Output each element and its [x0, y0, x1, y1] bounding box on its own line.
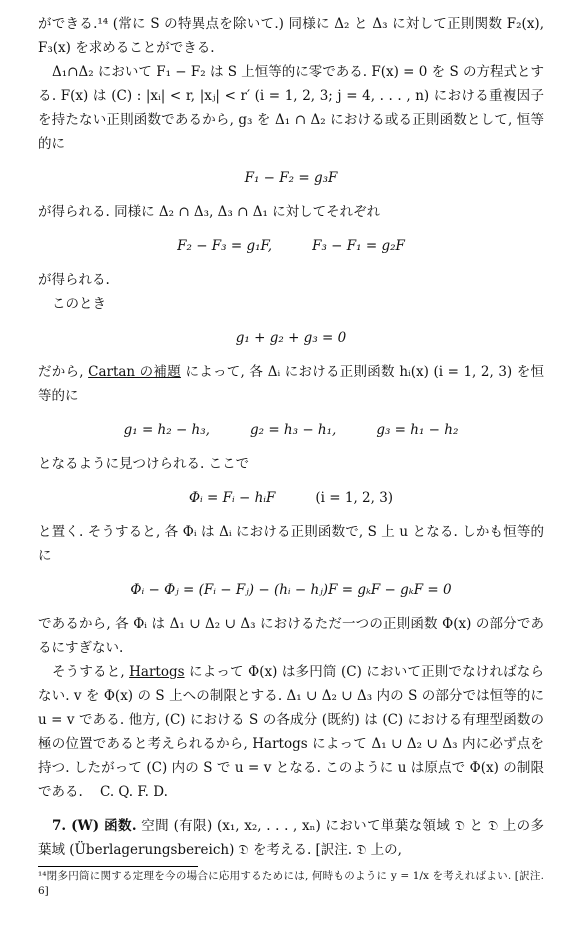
paragraph-6-pre: だから, — [38, 364, 89, 380]
qed-mark: C. Q. F. D. — [99, 784, 168, 800]
paragraph-10-post: によって Φ(x) は多円筒 (C) において正則でなければならない. v を Φ(x) の S 上への制限とする. Δ₁ ∪ Δ₂ ∪ Δ₃ 内の S の部分では恒等的に u = v である. 他方, (C) における S の各成分 (既約) は (C) における有理型函数の極の位置であると考えられるから, Hartogs によって Δ₁ ∪ Δ₂ ∪ Δ₃ 内に必ず点を持つ. したがって (C) 内の S で u = v となる. このように u は原点で Φ(x) の制限である. — [38, 664, 544, 800]
equation-6: Φᵢ − Φⱼ = (Fᵢ − Fⱼ) − (hᵢ − hⱼ)F = gₖF − gₖF = 0 — [130, 582, 452, 598]
equation-5b: (i = 1, 2, 3) — [315, 490, 394, 506]
paragraph-7: となるように見つけられる. ここで — [38, 456, 250, 472]
paragraph-3: が得られる. 同様に Δ₂ ∩ Δ₃, Δ₃ ∩ Δ₁ に対してそれぞれ — [38, 204, 381, 220]
paragraph-4: が得られる. — [38, 272, 110, 288]
equation-2a: F₂ − F₃ = g₁F, — [177, 238, 273, 254]
equation-4a: g₁ = h₂ − h₃, — [123, 422, 210, 438]
paragraph-8: と置く. そうすると, 各 Φᵢ は Δᵢ における正則函数で, S 上 u となる. しかも恒等的に — [38, 524, 544, 564]
paragraph-9: であるから, 各 Φᵢ は Δ₁ ∪ Δ₂ ∪ Δ₃ におけるただ一つの正則函数 Φ(x) の部分であるにすぎない. — [38, 616, 544, 656]
equation-3: g₁ + g₂ + g₃ = 0 — [235, 330, 347, 346]
section-7-body: 空間 (有限) (x₁, x₂, . . . , xₙ) において単葉な領域 𝔇 と 𝔇 上の多葉域 (Überlagerungsbereich) 𝔇 を考える. [訳注. 𝔇 上の, — [38, 818, 544, 858]
equation-5 — [38, 486, 544, 510]
paragraph-6 — [38, 360, 544, 408]
paragraph-2: Δ₁∩Δ₂ において F₁ − F₂ は S 上恒等的に零である. F(x) = 0 を S の方程式とする. F(x) は (C) : |xᵢ| < r, |xⱼ| < r′ (i = 1, 2, 3; j = 4, . . . , n) における重複因子を持たない正則函数であるから, g₃ を Δ₁ ∩ Δ₂ における或る正則函数として, 恒等的に — [38, 64, 544, 152]
equation-2b: F₃ − F₁ = g₂F — [312, 238, 405, 254]
paragraph-6-post: によって, 各 Δᵢ における正則函数 hᵢ(x) (i = 1, 2, 3) を恒等的に — [38, 364, 544, 404]
footnote-14: ¹⁴閉多円筒に関する定理を今の場合に応用するためには, 何時ものように y = 1/x を考えればよい. [訳注. 6] — [38, 870, 544, 897]
equation-2 — [38, 234, 544, 258]
paragraph-10 — [38, 660, 544, 804]
equation-4c: g₃ = h₁ − h₂ — [376, 422, 459, 438]
equation-4b: g₂ = h₃ − h₁, — [249, 422, 337, 438]
section-7-heading — [38, 814, 544, 862]
paragraph-10-pre: そうすると, — [52, 664, 130, 680]
paragraph-1: ができる.¹⁴ (常に S の特異点を除いて.) 同様に Δ₂ と Δ₃ に対して正則関数 F₂(x), F₃(x) を求めることができる. — [38, 16, 544, 56]
section-7-title: 7. (W) 函数. — [52, 818, 137, 834]
hartogs-link: Hartogs — [129, 664, 185, 680]
paragraph-5: このとき — [52, 296, 106, 312]
page-body — [38, 12, 544, 899]
equation-5a: Φᵢ = Fᵢ − hᵢF — [188, 490, 276, 506]
footnote-divider — [38, 866, 198, 867]
equation-1: F₁ − F₂ = g₃F — [244, 170, 338, 186]
equation-4 — [38, 418, 544, 442]
cartan-lemma-link: Cartan の補題 — [88, 364, 181, 380]
